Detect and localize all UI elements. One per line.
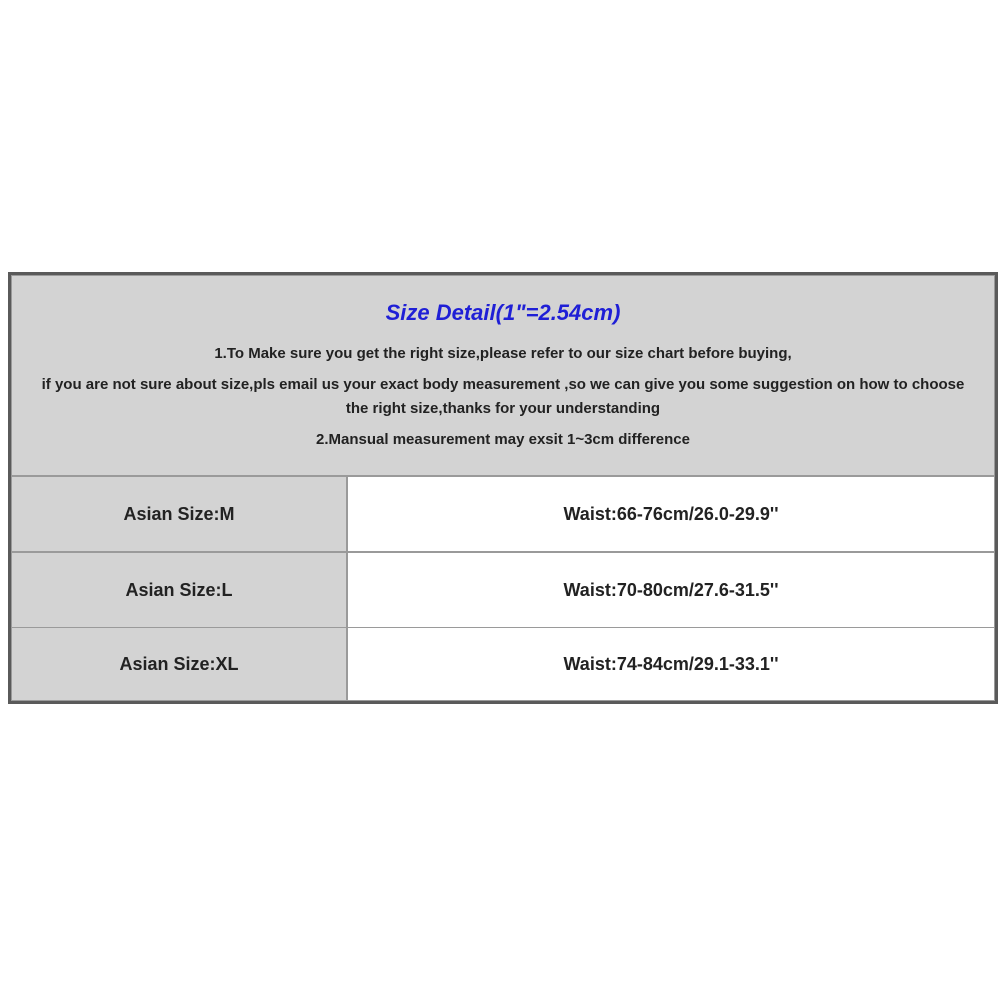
table-row [11,476,995,552]
size-chart-title: Size Detail(1"=2.54cm) [385,300,621,325]
size-label-cell: Asian Size:L [11,552,347,628]
size-label-cell: Asian Size:XL [11,627,347,701]
waist-value-cell: Waist:70-80cm/27.6-31.5'' [347,552,995,628]
size-note-line-3: the right size,thanks for your understanding [345,400,661,417]
table-row [11,627,995,701]
size-chart-table [8,272,998,704]
size-note-line-2: if you are not sure about size,pls email us your exact body measurement ,so we can give you some suggestion on how to choose [41,376,965,393]
waist-value-cell: Waist:74-84cm/29.1-33.1'' [347,627,995,701]
size-chart-header [11,275,995,476]
size-label-cell: Asian Size:M [11,476,347,552]
size-note-line-4: 2.Mansual measurement may exsit 1~3cm difference [316,431,690,448]
size-note-line-1: 1.To Make sure you get the right size,please refer to our size chart before buying, [214,345,792,362]
waist-value-cell: Waist:66-76cm/26.0-29.9'' [347,476,995,552]
table-row [11,552,995,628]
